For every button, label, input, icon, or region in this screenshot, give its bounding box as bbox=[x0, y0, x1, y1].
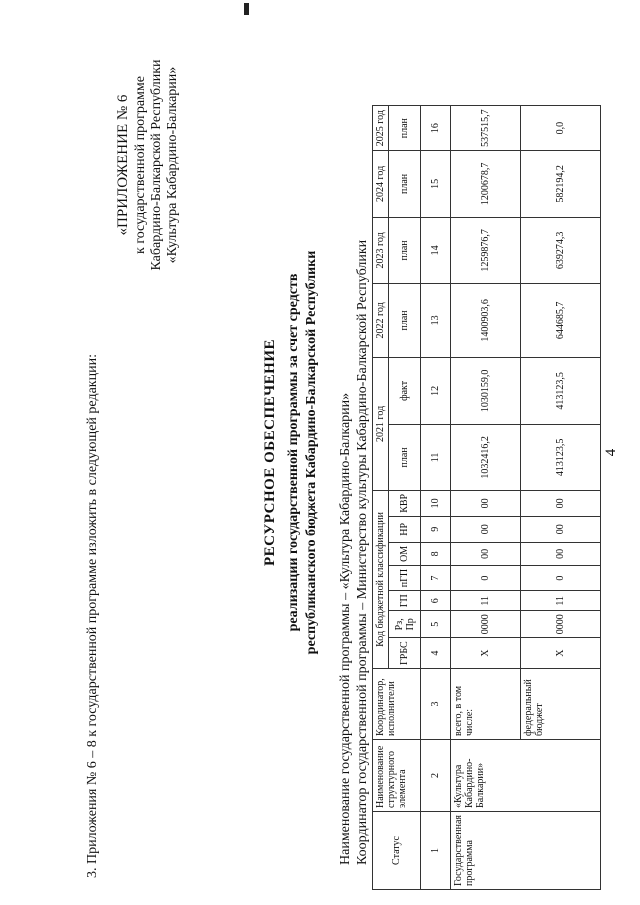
plan-2021-header: план bbox=[389, 424, 421, 490]
year-2023-header: 2023 год bbox=[373, 217, 389, 283]
plan-2024-cell: 1200678,7 bbox=[451, 150, 521, 217]
column-number-cell: 15 bbox=[421, 150, 451, 217]
document-subtitle-line: реализации государственной программы за счет средств bbox=[286, 273, 301, 632]
status-header: Статус bbox=[373, 811, 421, 889]
table-header-row bbox=[373, 106, 389, 890]
appendix-line: «Культура Кабардино-Балкарии» bbox=[165, 66, 180, 264]
kvr-cell: 00 bbox=[451, 490, 521, 516]
appendix-title: «ПРИЛОЖЕНИЕ № 6 bbox=[115, 94, 131, 236]
grbs-cell: X bbox=[451, 638, 521, 669]
column-number-cell: 8 bbox=[421, 542, 451, 565]
plan-2023-cell: 639274,3 bbox=[521, 217, 601, 283]
plan-2023-header: план bbox=[389, 217, 421, 283]
element-name-cell: «Культура Кабардино-Балкарии» bbox=[451, 739, 601, 811]
intro-paragraph: 3. Приложения № 6 – 8 к государственной программе изложить в следующей редакции: bbox=[85, 354, 100, 878]
grbs-cell: X bbox=[521, 638, 601, 669]
column-number-cell: 2 bbox=[421, 739, 451, 811]
plan-2025-header: план bbox=[389, 106, 421, 151]
np-cell: 00 bbox=[451, 516, 521, 542]
column-number-cell: 12 bbox=[421, 357, 451, 424]
column-number-cell: 9 bbox=[421, 516, 451, 542]
np-cell: 00 bbox=[521, 516, 601, 542]
column-number-cell: 7 bbox=[421, 565, 451, 590]
plan-2024-header: план bbox=[389, 150, 421, 217]
budget-code-header: Код бюджетной классификации bbox=[373, 490, 389, 668]
column-number-cell: 16 bbox=[421, 106, 451, 151]
column-number-cell: 6 bbox=[421, 591, 451, 611]
document-title: РЕСУРСНОЕ ОБЕСПЕЧЕНИЕ bbox=[262, 338, 278, 567]
year-2022-header: 2022 год bbox=[373, 283, 389, 357]
plan-2021-cell: 413123,5 bbox=[521, 424, 601, 490]
column-number-cell: 10 bbox=[421, 490, 451, 516]
appendix-line: к государственной программе bbox=[133, 76, 148, 254]
appendix-line: Кабардино-Балкарской Республики bbox=[149, 59, 164, 271]
rzpr-header: Рз, Пр bbox=[389, 611, 421, 638]
resource-table bbox=[372, 105, 601, 890]
gp-cell: 11 bbox=[521, 591, 601, 611]
fact-2021-cell: 413123,5 bbox=[521, 357, 601, 424]
om-cell: 00 bbox=[451, 542, 521, 565]
grbs-header: ГРБС bbox=[389, 638, 421, 669]
pgp-header: пГП bbox=[389, 565, 421, 590]
gp-cell: 11 bbox=[451, 591, 521, 611]
column-number-cell: 5 bbox=[421, 611, 451, 638]
program-name: Наименование государственной программы – «Культура Кабардино-Балкарии» bbox=[338, 392, 353, 865]
plan-2023-cell: 1259876,7 bbox=[451, 217, 521, 283]
gp-header: ГП bbox=[389, 591, 421, 611]
pgp-cell: 0 bbox=[451, 565, 521, 590]
status-cell: Государственная программа bbox=[451, 811, 601, 889]
coordinator-header: Координатор, исполнители bbox=[373, 668, 421, 739]
rzpr-cell: 0000 bbox=[521, 611, 601, 638]
column-number-row bbox=[421, 106, 451, 890]
page-number: 4 bbox=[603, 448, 619, 457]
executor-cell: федеральный бюджет bbox=[521, 668, 601, 739]
program-coordinator: Координатор государственной программы – Министерство культуры Кабардино-Балкарской Республики bbox=[355, 239, 370, 865]
plan-2022-cell: 1400903,6 bbox=[451, 283, 521, 357]
document-subtitle-line: республиканского бюджета Кабардино-Балкарской Республики bbox=[304, 250, 319, 655]
year-2024-header: 2024 год bbox=[373, 150, 389, 217]
om-cell: 00 bbox=[521, 542, 601, 565]
om-header: ОМ bbox=[389, 542, 421, 565]
table-row bbox=[451, 106, 521, 890]
appendix-block bbox=[115, 45, 181, 285]
executor-cell: всего, в том числе: bbox=[451, 668, 521, 739]
plan-2021-cell: 1032416,2 bbox=[451, 424, 521, 490]
fact-2021-header: факт bbox=[389, 357, 421, 424]
fact-2021-cell: 1030159,0 bbox=[451, 357, 521, 424]
plan-2025-cell: 537515,7 bbox=[451, 106, 521, 151]
year-2021-header: 2021 год bbox=[373, 357, 389, 490]
kvr-header: КВР bbox=[389, 490, 421, 516]
column-number-cell: 3 bbox=[421, 668, 451, 739]
pgp-cell: 0 bbox=[521, 565, 601, 590]
plan-2025-cell: 0,0 bbox=[521, 106, 601, 151]
column-number-cell: 13 bbox=[421, 283, 451, 357]
column-number-cell: 4 bbox=[421, 638, 451, 669]
column-number-cell: 1 bbox=[421, 811, 451, 889]
rzpr-cell: 0000 bbox=[451, 611, 521, 638]
plan-2022-header: план bbox=[389, 283, 421, 357]
element-name-header: Наименование структурного элемента bbox=[373, 739, 421, 811]
column-number-cell: 11 bbox=[421, 424, 451, 490]
scan-mark bbox=[244, 3, 249, 15]
plan-2022-cell: 644685,7 bbox=[521, 283, 601, 357]
kvr-cell: 00 bbox=[521, 490, 601, 516]
column-number-cell: 14 bbox=[421, 217, 451, 283]
year-2025-header: 2025 год bbox=[373, 106, 389, 151]
np-header: НР bbox=[389, 516, 421, 542]
plan-2024-cell: 582194,2 bbox=[521, 150, 601, 217]
